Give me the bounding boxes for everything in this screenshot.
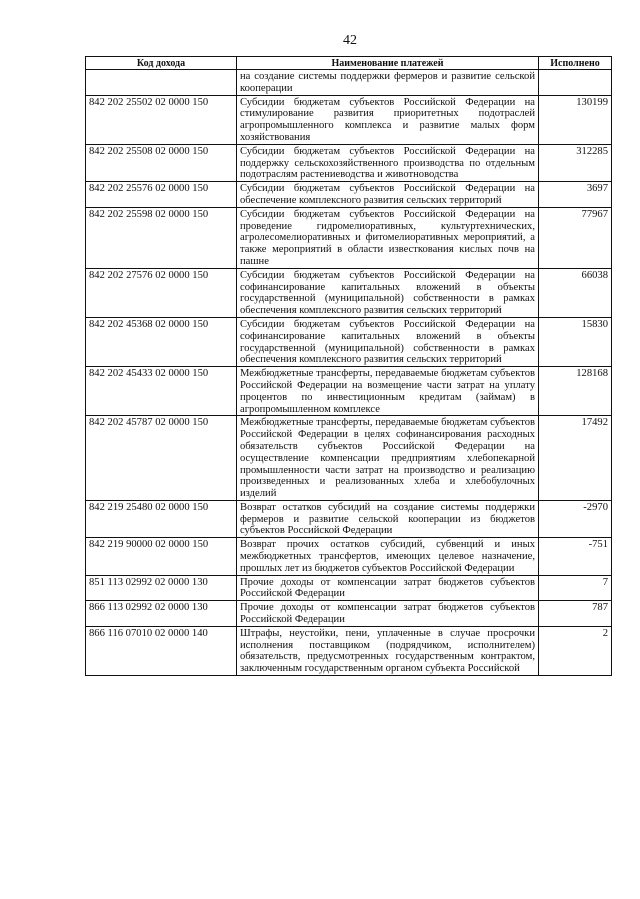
executed-amount-cell: 66038	[539, 268, 612, 317]
payment-name-cell: Субсидии бюджетам субъектов Российской Федерации на обеспечение комплексного развития сельских территорий	[237, 182, 539, 208]
income-code-cell	[86, 70, 237, 96]
payment-name-cell: Субсидии бюджетам субъектов Российской Федерации на проведение гидромелиоративных, культуртехнических, агролесомелиоративных и фитомелиоративных мероприятий, а также мероприятий в области известкования кислых почв на пашне	[237, 207, 539, 268]
executed-amount-cell: 130199	[539, 95, 612, 144]
table-row	[86, 416, 612, 501]
revenue-table	[85, 56, 612, 676]
table-row	[86, 207, 612, 268]
executed-amount-cell: 7	[539, 575, 612, 601]
payment-name-cell: Прочие доходы от компенсации затрат бюджетов субъектов Российской Федерации	[237, 575, 539, 601]
header-code: Код дохода	[86, 57, 237, 70]
payment-name-cell: Штрафы, неустойки, пени, уплаченные в случае просрочки исполнения поставщиком (подрядчиком, исполнителем) обязательств, предусмотренных государственным контрактом, заключенным государственным органом субъекта Российской	[237, 626, 539, 675]
income-code-cell: 866 113 02992 02 0000 130	[86, 601, 237, 627]
payment-name-cell: Субсидии бюджетам субъектов Российской Федерации на стимулирование развития приоритетных подотраслей агропромышленного комплекса и развитие малых форм хозяйствования	[237, 95, 539, 144]
executed-amount-cell: 787	[539, 601, 612, 627]
income-code-cell: 866 116 07010 02 0000 140	[86, 626, 237, 675]
income-code-cell: 851 113 02992 02 0000 130	[86, 575, 237, 601]
executed-amount-cell: 128168	[539, 367, 612, 416]
executed-amount-cell: 2	[539, 626, 612, 675]
payment-name-cell: Возврат остатков субсидий на создание системы поддержки фермеров и развитие сельской кооперации из бюджетов субъектов Российской Федерации	[237, 500, 539, 537]
income-code-cell: 842 219 90000 02 0000 150	[86, 538, 237, 575]
executed-amount-cell: -751	[539, 538, 612, 575]
income-code-cell: 842 202 25508 02 0000 150	[86, 144, 237, 181]
executed-amount-cell: 3697	[539, 182, 612, 208]
income-code-cell: 842 202 25598 02 0000 150	[86, 207, 237, 268]
income-code-cell: 842 202 27576 02 0000 150	[86, 268, 237, 317]
income-code-cell: 842 202 45368 02 0000 150	[86, 317, 237, 366]
executed-amount-cell: 312285	[539, 144, 612, 181]
table-header-row	[86, 57, 612, 70]
table-row	[86, 601, 612, 627]
table-row	[86, 538, 612, 575]
table-row	[86, 626, 612, 675]
payment-name-cell: Межбюджетные трансферты, передаваемые бюджетам субъектов Российской Федерации на возмещение части затрат на уплату процентов по инвестиционным кредитам (займам) в агропромышленном комплексе	[237, 367, 539, 416]
income-code-cell: 842 202 25576 02 0000 150	[86, 182, 237, 208]
page-number: 42	[343, 33, 357, 48]
income-code-cell: 842 202 25502 02 0000 150	[86, 95, 237, 144]
table-row	[86, 70, 612, 96]
table-row	[86, 575, 612, 601]
executed-amount-cell: -2970	[539, 500, 612, 537]
table-row	[86, 500, 612, 537]
executed-amount-cell: 17492	[539, 416, 612, 501]
table-row	[86, 268, 612, 317]
table-row	[86, 182, 612, 208]
payment-name-cell: Субсидии бюджетам субъектов Российской Федерации на софинансирование капитальных вложений в объекты государственной (муниципальной) собственности в рамках обеспечения комплексного развития сельских территорий	[237, 268, 539, 317]
header-amount: Исполнено	[539, 57, 612, 70]
payment-name-cell: Возврат прочих остатков субсидий, субвенций и иных межбюджетных трансфертов, имеющих целевое назначение, прошлых лет из бюджетов субъектов Российской Федерации	[237, 538, 539, 575]
payment-name-cell: Межбюджетные трансферты, передаваемые бюджетам субъектов Российской Федерации в целях софинансирования расходных обязательств субъектов Российской Федерации на осуществление компенсации предприятиям хлебопекарной промышленности части затрат на производство и реализацию произведенных и реализованных хлеба и хлебобулочных изделий	[237, 416, 539, 501]
payment-name-cell: Субсидии бюджетам субъектов Российской Федерации на поддержку сельскохозяйственного производства по отдельным подотраслям растениеводства и животноводства	[237, 144, 539, 181]
table-row	[86, 144, 612, 181]
table-row	[86, 317, 612, 366]
payment-name-cell: Прочие доходы от компенсации затрат бюджетов субъектов Российской Федерации	[237, 601, 539, 627]
executed-amount-cell	[539, 70, 612, 96]
header-name: Наименование платежей	[237, 57, 539, 70]
executed-amount-cell: 15830	[539, 317, 612, 366]
table-body	[86, 70, 612, 676]
executed-amount-cell: 77967	[539, 207, 612, 268]
income-code-cell: 842 202 45787 02 0000 150	[86, 416, 237, 501]
payment-name-cell: Субсидии бюджетам субъектов Российской Федерации на софинансирование капитальных вложений в объекты государственной (муниципальной) собственности в рамках обеспечения комплексного развития сельских территорий	[237, 317, 539, 366]
table-row	[86, 367, 612, 416]
payment-name-cell: на создание системы поддержки фермеров и развитие сельской кооперации	[237, 70, 539, 96]
income-code-cell: 842 219 25480 02 0000 150	[86, 500, 237, 537]
income-code-cell: 842 202 45433 02 0000 150	[86, 367, 237, 416]
table-row	[86, 95, 612, 144]
